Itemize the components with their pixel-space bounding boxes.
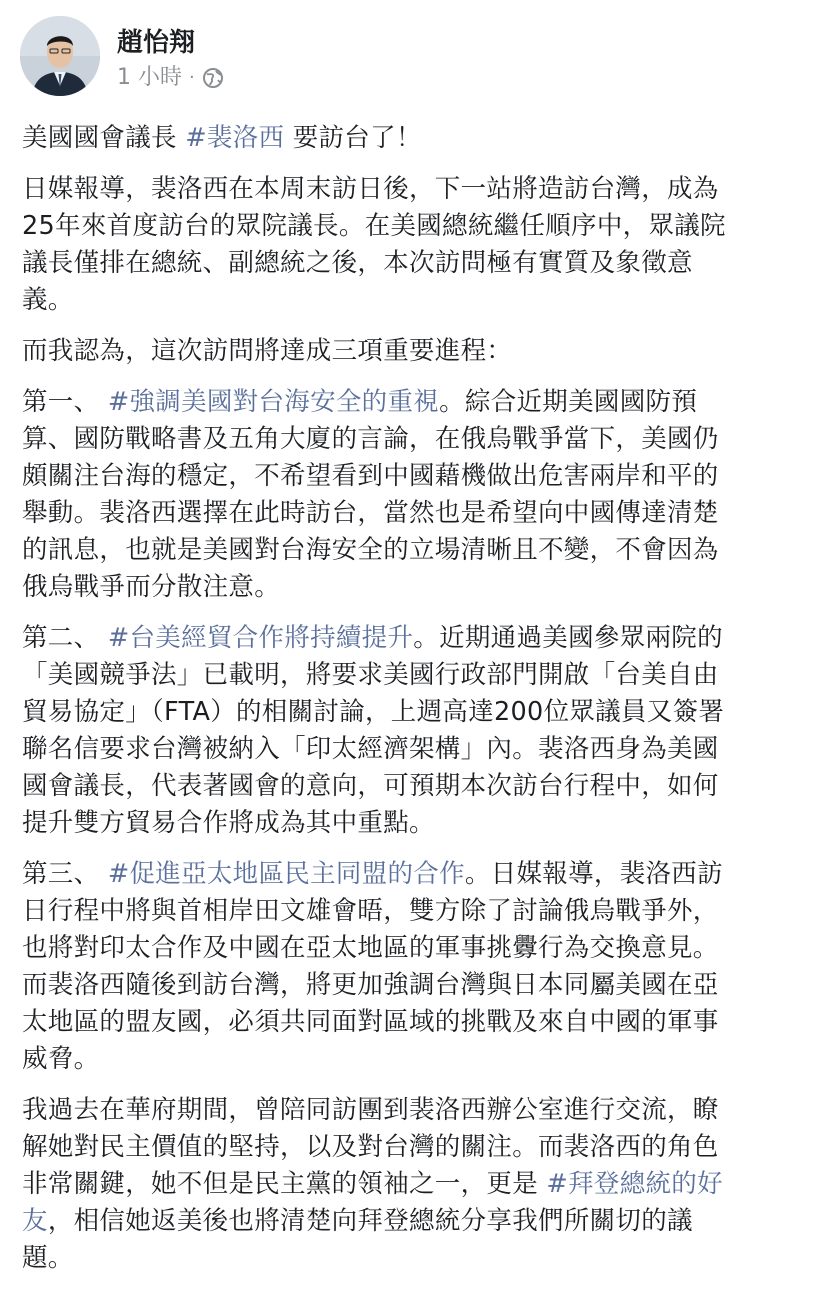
paragraph-opinion <box>22 333 812 370</box>
text-fragment: 。日媒報導，裴洛西訪 <box>464 859 723 889</box>
paragraph-point-two <box>22 620 812 842</box>
post-header <box>20 14 800 98</box>
text-line: 威脅。 <box>22 1044 100 1074</box>
text-line: 國會議長，代表著國會的意向，可預期本次訪台行程中，如何 <box>22 771 719 801</box>
text-line: 「美國競爭法」已載明，將要求美國行政部門開啟「台美自由 <box>22 660 719 690</box>
point-label: 第一、 <box>22 387 108 417</box>
text-line: 日行程中將與首相岸田文雄會晤，雙方除了討論俄烏戰爭外， <box>22 896 719 926</box>
point-label: 第二、 <box>22 623 108 653</box>
profile-photo <box>20 16 100 96</box>
text-fragment: ，相信她返美後也將清楚向拜登總統分享我們所關切的議 <box>47 1206 693 1236</box>
text-line: 頗關注台海的穩定，不希望看到中國藉機做出危害兩岸和平的 <box>22 461 719 491</box>
text-line: 解她對民主價值的堅持，以及對台灣的關注。而裴洛西的角色 <box>22 1132 719 1162</box>
text-line: 25年來首度訪台的眾院議長。在美國總統繼任順序中，眾議院 <box>22 211 726 241</box>
text-line: 日媒報導，裴洛西在本周末訪日後，下一站將造訪台灣，成為 <box>22 174 719 204</box>
text-line: 聯名信要求台灣被納入「印太經濟架構」內。裴洛西身為美國 <box>22 734 719 764</box>
text-line: 的訊息，也就是美國對台海安全的立場清晰且不變，不會因為 <box>22 535 719 565</box>
text-fragment: 。近期通過美國參眾兩院的 <box>413 623 723 653</box>
hashtag-link[interactable]: #裴洛西 <box>185 123 285 153</box>
paragraph-point-three <box>22 856 812 1078</box>
hashtag-link[interactable]: #強調美國對台海安全的重視 <box>107 387 440 417</box>
post-timestamp[interactable]: 1 小時 <box>117 65 182 90</box>
paragraph-point-one <box>22 384 812 606</box>
text-line: 太地區的盟友國，必須共同面對區域的挑戰及來自中國的軍事 <box>22 1007 719 1037</box>
post-meta <box>117 64 224 92</box>
hashtag-link[interactable]: #拜登總統的好 <box>546 1169 723 1199</box>
text-line: 議長僅排在總統、副總統之後，本次訪問極有實質及象徵意 <box>22 248 693 278</box>
avatar[interactable] <box>20 16 100 96</box>
text-line: 算、國防戰略書及五角大廈的言論，在俄烏戰爭當下，美國仍 <box>22 424 719 454</box>
paragraph-news <box>22 171 812 319</box>
text-line: 提升雙方貿易合作將成為其中重點。 <box>22 808 435 838</box>
hashtag-link[interactable]: 友 <box>22 1206 48 1236</box>
hashtag-link[interactable]: #台美經貿合作將持續提升 <box>107 623 414 653</box>
text-line: 我過去在華府期間，曾陪同訪團到裴洛西辦公室進行交流，瞭 <box>22 1095 719 1125</box>
post-body <box>22 120 812 1291</box>
text-line: 俄烏戰爭而分散注意。 <box>22 572 281 602</box>
text-line: 也將對印太合作及中國在亞太地區的軍事挑釁行為交換意見。 <box>22 933 719 963</box>
text-line: 貿易協定」（FTA）的相關討論，上週高達200位眾議員又簽署 <box>22 697 725 727</box>
paragraph-closing <box>22 1092 812 1277</box>
intro-text: 要訪台了！ <box>284 123 422 153</box>
meta-separator: · <box>189 67 195 88</box>
text-line: 義。 <box>22 285 74 315</box>
point-label: 第三、 <box>22 859 108 889</box>
author-name[interactable]: 趙怡翔 <box>117 28 196 58</box>
text-fragment: 非常關鍵，她不但是民主黨的領袖之一，更是 <box>22 1169 547 1199</box>
text-line: 題。 <box>22 1243 74 1273</box>
text-line: 而裴洛西隨後到訪台灣，將更加強調台灣與日本同屬美國在亞 <box>22 970 719 1000</box>
text-line: 而我認為，這次訪問將達成三項重要進程： <box>22 336 513 366</box>
globe-icon[interactable] <box>202 67 224 89</box>
hashtag-link[interactable]: #促進亞太地區民主同盟的合作 <box>107 859 465 889</box>
text-fragment: 。綜合近期美國國防預 <box>439 387 698 417</box>
text-line: 舉動。裴洛西選擇在此時訪台，當然也是希望向中國傳達清楚 <box>22 498 719 528</box>
paragraph-intro <box>22 120 812 157</box>
intro-text: 美國國會議長 <box>22 123 186 153</box>
